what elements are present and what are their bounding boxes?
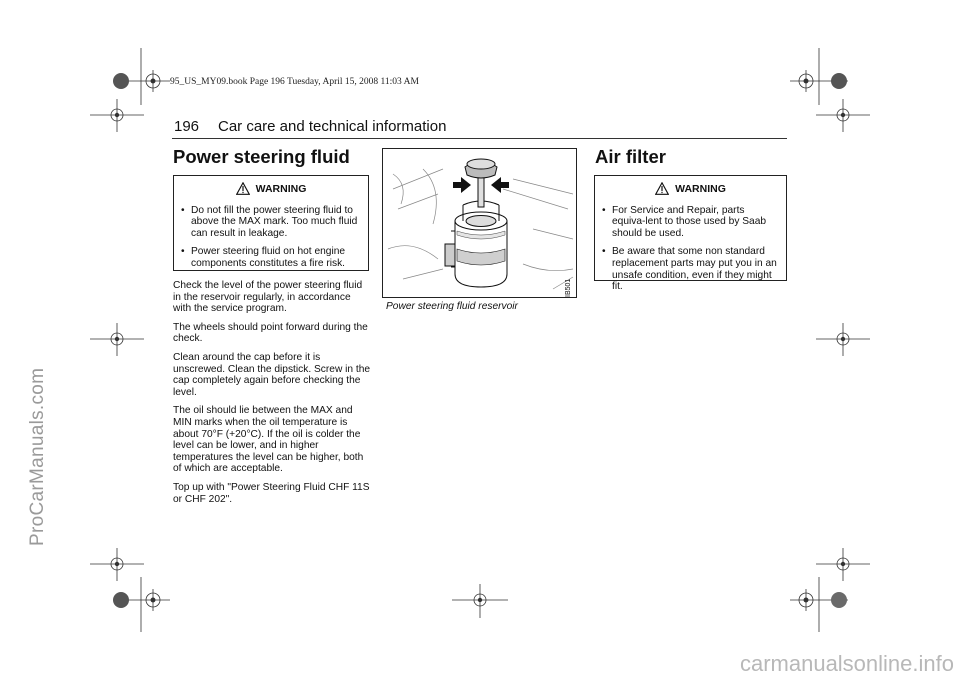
warning-header: [602, 182, 779, 196]
warning-list: [181, 205, 361, 270]
warning-header: [181, 182, 361, 196]
power-steering-body: [173, 280, 371, 512]
chapter-title: Car care and technical information: [218, 118, 447, 135]
warning-triangle-icon: [655, 182, 669, 195]
reservoir-illustration: [382, 148, 577, 298]
figure-caption: Power steering fluid reservoir: [386, 301, 518, 312]
bottom-watermark: carmanualsonline.info: [739, 651, 954, 676]
warning-item: • Power steering fluid on hot engine components constitutes a fire risk.: [181, 246, 361, 269]
power-steering-warning-box: [173, 175, 369, 271]
header-divider: [172, 138, 787, 139]
page-number: 196: [174, 118, 200, 135]
warning-label: WARNING: [675, 183, 726, 195]
warning-item: • Do not fill the power steering fluid to above the MAX mark. Too much fluid can result in leakage.: [181, 205, 361, 240]
air-filter-heading: Air filter: [595, 146, 666, 167]
paragraph: The wheels should point forward during the check.: [173, 321, 368, 345]
paragraph: Clean around the cap before it is unscrewed. Clean the dipstick. Screw in the cap completely again before checking the level.: [173, 351, 371, 398]
paragraph: Top up with "Power Steering Fluid CHF 11S or CHF 202".: [173, 481, 370, 505]
paragraph: The oil should lie between the MAX and MIN marks when the oil temperature is about 70°F (+20°C). If the oil is colder the level can be lower, and in higher temperatures the level can be higher, both of which are acceptable.: [173, 405, 364, 475]
warning-label: WARNING: [255, 183, 307, 195]
figure-code: IB501: [565, 278, 572, 297]
warning-list: [602, 205, 779, 293]
warning-triangle-icon: [236, 182, 250, 195]
reservoir-drawing: [383, 149, 577, 298]
page-header: [174, 118, 446, 135]
warning-item: • Be aware that some non standard replacement parts may put you in an unsafe condition, even if they might fit.: [602, 246, 779, 292]
book-info: 95_US_MY09.book Page 196 Tuesday, April 15, 2008 11:03 AM: [170, 77, 419, 87]
paragraph: Check the level of the power steering fluid in the reservoir regularly, in accordance with the service program.: [173, 280, 363, 315]
power-steering-heading: Power steering fluid: [173, 146, 350, 167]
warning-item: • For Service and Repair, parts equiva-lent to those used by Saab should be used.: [602, 205, 779, 240]
side-watermark: ProCarManuals.com: [27, 367, 48, 546]
air-filter-warning-box: [594, 175, 787, 293]
